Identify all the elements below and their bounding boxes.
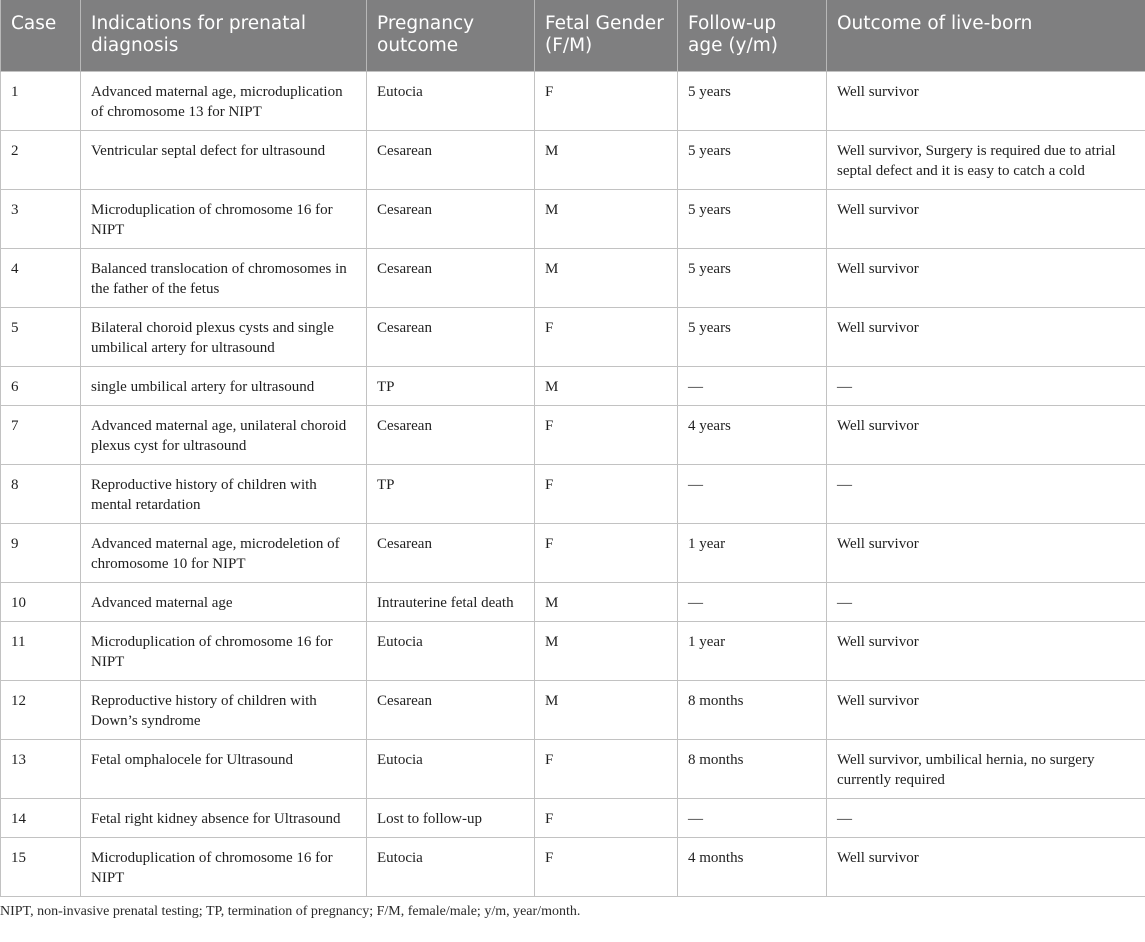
case-cell: 3 <box>1 189 81 248</box>
table-footnote: NIPT, non-invasive prenatal testing; TP, termination of pregnancy; F/M, female/male; y/m, year/month. <box>0 903 581 919</box>
pregnancy-outcome-cell: Lost to follow-up <box>367 798 535 837</box>
indication-cell: Advanced maternal age, microduplication of chromosome 13 for NIPT <box>81 71 367 130</box>
outcome-cell: Well survivor <box>827 621 1145 680</box>
follow-up-age-cell: 5 years <box>678 71 827 130</box>
fetal-gender-cell: M <box>535 189 678 248</box>
follow-up-age-cell: 8 months <box>678 739 827 798</box>
pregnancy-outcome-cell: Cesarean <box>367 248 535 307</box>
outcome-cell: Well survivor <box>827 71 1145 130</box>
fetal-gender-cell: M <box>535 621 678 680</box>
case-cell: 12 <box>1 680 81 739</box>
header-follow-up-age: Follow-up age (y/m) <box>678 0 827 71</box>
outcome-cell: Well survivor <box>827 837 1145 896</box>
fetal-gender-cell: M <box>535 248 678 307</box>
fetal-gender-cell: M <box>535 130 678 189</box>
follow-up-age-cell: — <box>678 798 827 837</box>
pregnancy-outcome-cell: Cesarean <box>367 189 535 248</box>
follow-up-age-cell: 4 years <box>678 405 827 464</box>
follow-up-age-cell: — <box>678 582 827 621</box>
case-cell: 10 <box>1 582 81 621</box>
follow-up-age-cell: — <box>678 366 827 405</box>
outcome-cell: Well survivor <box>827 680 1145 739</box>
case-cell: 11 <box>1 621 81 680</box>
pregnancy-outcome-cell: TP <box>367 464 535 523</box>
fetal-gender-cell: F <box>535 464 678 523</box>
indication-cell: Advanced maternal age, unilateral choroid plexus cyst for ultrasound <box>81 405 367 464</box>
outcome-cell: — <box>827 582 1145 621</box>
table-row <box>1 366 1145 405</box>
outcome-cell: — <box>827 464 1145 523</box>
table-row <box>1 621 1145 680</box>
outcome-cell: — <box>827 366 1145 405</box>
fetal-gender-cell: F <box>535 71 678 130</box>
table-row <box>1 307 1145 366</box>
table-row <box>1 523 1145 582</box>
indication-cell: Ventricular septal defect for ultrasound <box>81 130 367 189</box>
indication-cell: Advanced maternal age, microdeletion of chromosome 10 for NIPT <box>81 523 367 582</box>
table-row <box>1 130 1145 189</box>
pregnancy-outcome-cell: Cesarean <box>367 405 535 464</box>
table-row <box>1 798 1145 837</box>
fetal-gender-cell: F <box>535 837 678 896</box>
follow-up-age-cell: 5 years <box>678 248 827 307</box>
pregnancy-outcome-cell: Eutocia <box>367 837 535 896</box>
outcome-cell: Well survivor <box>827 307 1145 366</box>
fetal-gender-cell: F <box>535 405 678 464</box>
fetal-gender-cell: F <box>535 307 678 366</box>
indication-cell: Fetal right kidney absence for Ultrasound <box>81 798 367 837</box>
fetal-gender-cell: F <box>535 798 678 837</box>
case-cell: 13 <box>1 739 81 798</box>
table-row <box>1 464 1145 523</box>
table-row <box>1 248 1145 307</box>
header-fetal-gender: Fetal Gender (F/M) <box>535 0 678 71</box>
pregnancy-outcome-cell: Cesarean <box>367 680 535 739</box>
pregnancy-outcome-cell: Eutocia <box>367 739 535 798</box>
case-cell: 7 <box>1 405 81 464</box>
pregnancy-outcome-cell: Eutocia <box>367 621 535 680</box>
follow-up-age-cell: 5 years <box>678 307 827 366</box>
case-cell: 15 <box>1 837 81 896</box>
table-header <box>1 0 1145 71</box>
fetal-gender-cell: M <box>535 582 678 621</box>
table-row <box>1 680 1145 739</box>
fetal-gender-cell: M <box>535 680 678 739</box>
indication-cell: Bilateral choroid plexus cysts and single umbilical artery for ultrasound <box>81 307 367 366</box>
pregnancy-outcome-cell: TP <box>367 366 535 405</box>
header-case: Case <box>1 0 81 71</box>
table-row <box>1 71 1145 130</box>
pregnancy-outcome-cell: Eutocia <box>367 71 535 130</box>
pregnancy-outcome-cell: Cesarean <box>367 523 535 582</box>
indication-cell: Reproductive history of children with mental retardation <box>81 464 367 523</box>
indication-cell: Microduplication of chromosome 16 for NIPT <box>81 621 367 680</box>
table-body <box>1 71 1145 896</box>
case-cell: 2 <box>1 130 81 189</box>
follow-up-age-cell: 8 months <box>678 680 827 739</box>
table-row <box>1 837 1145 896</box>
indication-cell: Microduplication of chromosome 16 for NIPT <box>81 189 367 248</box>
table-row <box>1 739 1145 798</box>
follow-up-age-cell: — <box>678 464 827 523</box>
follow-up-age-cell: 4 months <box>678 837 827 896</box>
case-cell: 8 <box>1 464 81 523</box>
case-cell: 6 <box>1 366 81 405</box>
pregnancy-outcome-cell: Cesarean <box>367 307 535 366</box>
pregnancy-outcome-cell: Intrauterine fetal death <box>367 582 535 621</box>
outcome-cell: Well survivor <box>827 248 1145 307</box>
outcome-cell: Well survivor, Surgery is required due to atrial septal defect and it is easy to catch a cold <box>827 130 1145 189</box>
outcome-cell: — <box>827 798 1145 837</box>
case-cell: 4 <box>1 248 81 307</box>
table-row <box>1 582 1145 621</box>
header-outcome-live-born: Outcome of live-born <box>827 0 1145 71</box>
header-pregnancy-outcome: Pregnancy outcome <box>367 0 535 71</box>
follow-up-age-cell: 1 year <box>678 523 827 582</box>
indication-cell: Advanced maternal age <box>81 582 367 621</box>
indication-cell: Fetal omphalocele for Ultrasound <box>81 739 367 798</box>
indication-cell: Reproductive history of children with Down’s syndrome <box>81 680 367 739</box>
outcome-cell: Well survivor <box>827 405 1145 464</box>
follow-up-age-cell: 1 year <box>678 621 827 680</box>
case-cell: 1 <box>1 71 81 130</box>
fetal-gender-cell: F <box>535 523 678 582</box>
table-row <box>1 405 1145 464</box>
indication-cell: single umbilical artery for ultrasound <box>81 366 367 405</box>
case-cell: 9 <box>1 523 81 582</box>
pregnancy-outcome-cell: Cesarean <box>367 130 535 189</box>
header-row <box>1 0 1145 71</box>
outcome-cell: Well survivor, umbilical hernia, no surgery currently required <box>827 739 1145 798</box>
case-cell: 14 <box>1 798 81 837</box>
outcome-cell: Well survivor <box>827 189 1145 248</box>
indication-cell: Balanced translocation of chromosomes in the father of the fetus <box>81 248 367 307</box>
outcome-cell: Well survivor <box>827 523 1145 582</box>
header-indications: Indications for prenatal diagnosis <box>81 0 367 71</box>
indication-cell: Microduplication of chromosome 16 for NIPT <box>81 837 367 896</box>
follow-up-age-cell: 5 years <box>678 189 827 248</box>
follow-up-age-cell: 5 years <box>678 130 827 189</box>
fetal-gender-cell: F <box>535 739 678 798</box>
table-row <box>1 189 1145 248</box>
case-cell: 5 <box>1 307 81 366</box>
fetal-gender-cell: M <box>535 366 678 405</box>
